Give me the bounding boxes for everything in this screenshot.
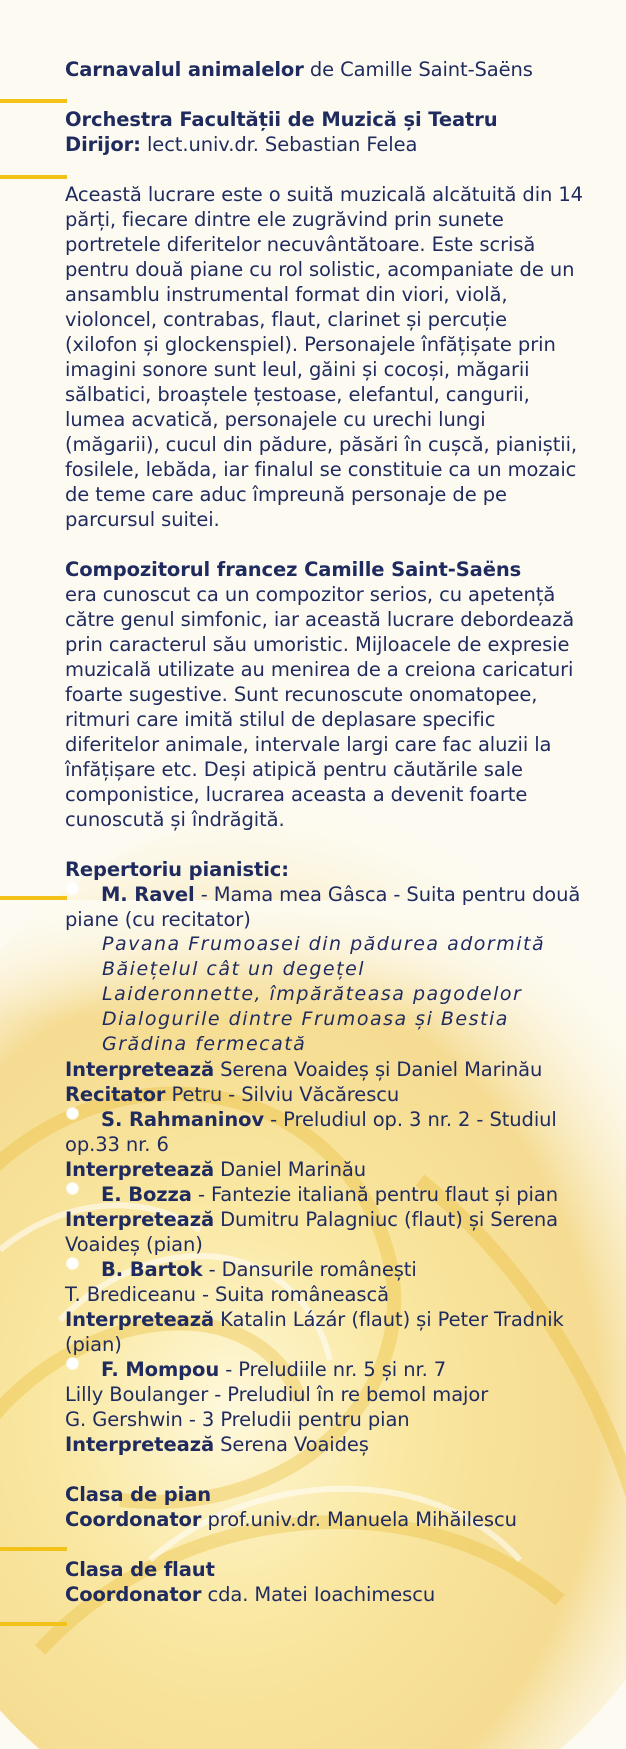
bullet-icon — [65, 891, 101, 901]
coordinator-line: Coordonator prof.univ.dr. Manuela Mihăilescu — [65, 1508, 517, 1531]
work-line: T. Brediceanu - Suita românească — [65, 1283, 389, 1306]
work-description: Această lucrare este o suită muzicală alcătuită din 14 părți, fiecare dintre ele zugrăvind prin sunete portretele diferitelor necuvântătoare. Este scrisă pentru două piane cu rol solistic, acompaniate de un ansamblu instrumental format din viori, violă, violoncel, contrabas, flaut, clarinet și percuție (xilofon și glockenspiel). Personajele înfățișate prin imagini sonore sunt leul, găini și cocoși, măgarii sălbatici, broaștele țestoase, elefantul, cangurii, lumea acvatică, personajele cu urechi lungi (măgarii), cucul din pădure, păsări în cușcă, pianiștii, fosilele, lebăda, iar finalul se constituie ca un mozaic de teme care aduc împreună personaje de pe parcursul suitei. — [65, 183, 583, 531]
work-line: G. Gershwin - 3 Preludii pentru pian — [65, 1408, 410, 1431]
orchestra-name: Orchestra Facultății de Muzică și Teatru — [65, 108, 498, 131]
accent-rule — [0, 1547, 67, 1551]
work-title-line: Carnavalul animalelor de Camille Saint-Saëns — [65, 58, 533, 81]
accent-rule — [0, 1622, 67, 1626]
accent-rule — [0, 175, 67, 179]
performers-line: Interpretează Dumitru Palagniuc (flaut) și Serena Voaideș (pian) — [65, 1208, 558, 1256]
performers-line: Interpretează Serena Voaideș și Daniel Marinău — [65, 1058, 543, 1081]
bullet-icon — [65, 1366, 101, 1376]
movement-item: Grădina fermecată — [102, 1033, 307, 1055]
coordinator-line: Coordonator cda. Matei Ioachimescu — [65, 1583, 436, 1606]
movement-item: Laideronnette, împărăteasa pagodelor — [102, 983, 523, 1005]
work-line: Lilly Boulanger - Preludiul în re bemol major — [65, 1383, 489, 1406]
movement-item: Dialogurile dintre Frumoasa și Bestia — [102, 1008, 509, 1030]
list-item: B. Bartok - Dansurile românești — [65, 1257, 585, 1282]
performers-line: Interpretează Serena Voaideș — [65, 1433, 369, 1456]
performers-line: Interpretează Daniel Marinău — [65, 1158, 366, 1181]
list-item: S. Rahmaninov - Preludiul op. 3 nr. 2 - Studiul op.33 nr. 6 — [65, 1108, 557, 1156]
conductor-line: Dirijor: lect.univ.dr. Sebastian Felea — [65, 133, 418, 156]
list-item: M. Ravel - Mama mea Gâsca - Suita pentru două piane (cu recitator) — [65, 883, 581, 931]
work-title: Carnavalul animalelor — [65, 58, 304, 81]
bullet-icon — [65, 1266, 101, 1276]
accent-rule — [0, 896, 67, 900]
class-title: Clasa de flaut — [65, 1558, 215, 1581]
class-title: Clasa de pian — [65, 1483, 212, 1506]
reciter-line: Recitator Petru - Silviu Văcărescu — [65, 1083, 400, 1106]
bullet-icon — [65, 1191, 101, 1201]
accent-rule — [0, 99, 67, 103]
program-text — [65, 57, 585, 1607]
performers-line: Interpretează Katalin Lázár (flaut) și Peter Tradnik (pian) — [65, 1308, 564, 1356]
bullet-icon — [65, 1116, 101, 1126]
movement-item: Pavana Frumoasei din pădurea adormită — [102, 933, 546, 955]
movement-item: Băiețelul cât un degețel — [102, 958, 366, 980]
repertoire-heading: Repertoriu pianistic: — [65, 858, 289, 881]
list-item: F. Mompou - Preludiile nr. 5 și nr. 7 — [65, 1357, 585, 1382]
composer-paragraph: Compozitorul francez Camille Saint-Saëns era cunoscut ca un compozitor serios, cu apetență către genul simfonic, iar această lucrare debordează prin caracterul său umoristic. Mijloacele de expresie muzicală utilizate au menirea de a creiona caricaturi foarte sugestive. Sunt recunoscute onomatopee, ritmuri care imită stilul de deplasare specific diferitelor animale, intervale largi care fac aluzii la înfățișare etc. Deși atipică pentru căutările sale componistice, lucrarea aceasta a devenit foarte cunoscută și îndrăgită. — [65, 558, 575, 831]
list-item: E. Bozza - Fantezie italiană pentru flaut și pian — [65, 1182, 585, 1207]
